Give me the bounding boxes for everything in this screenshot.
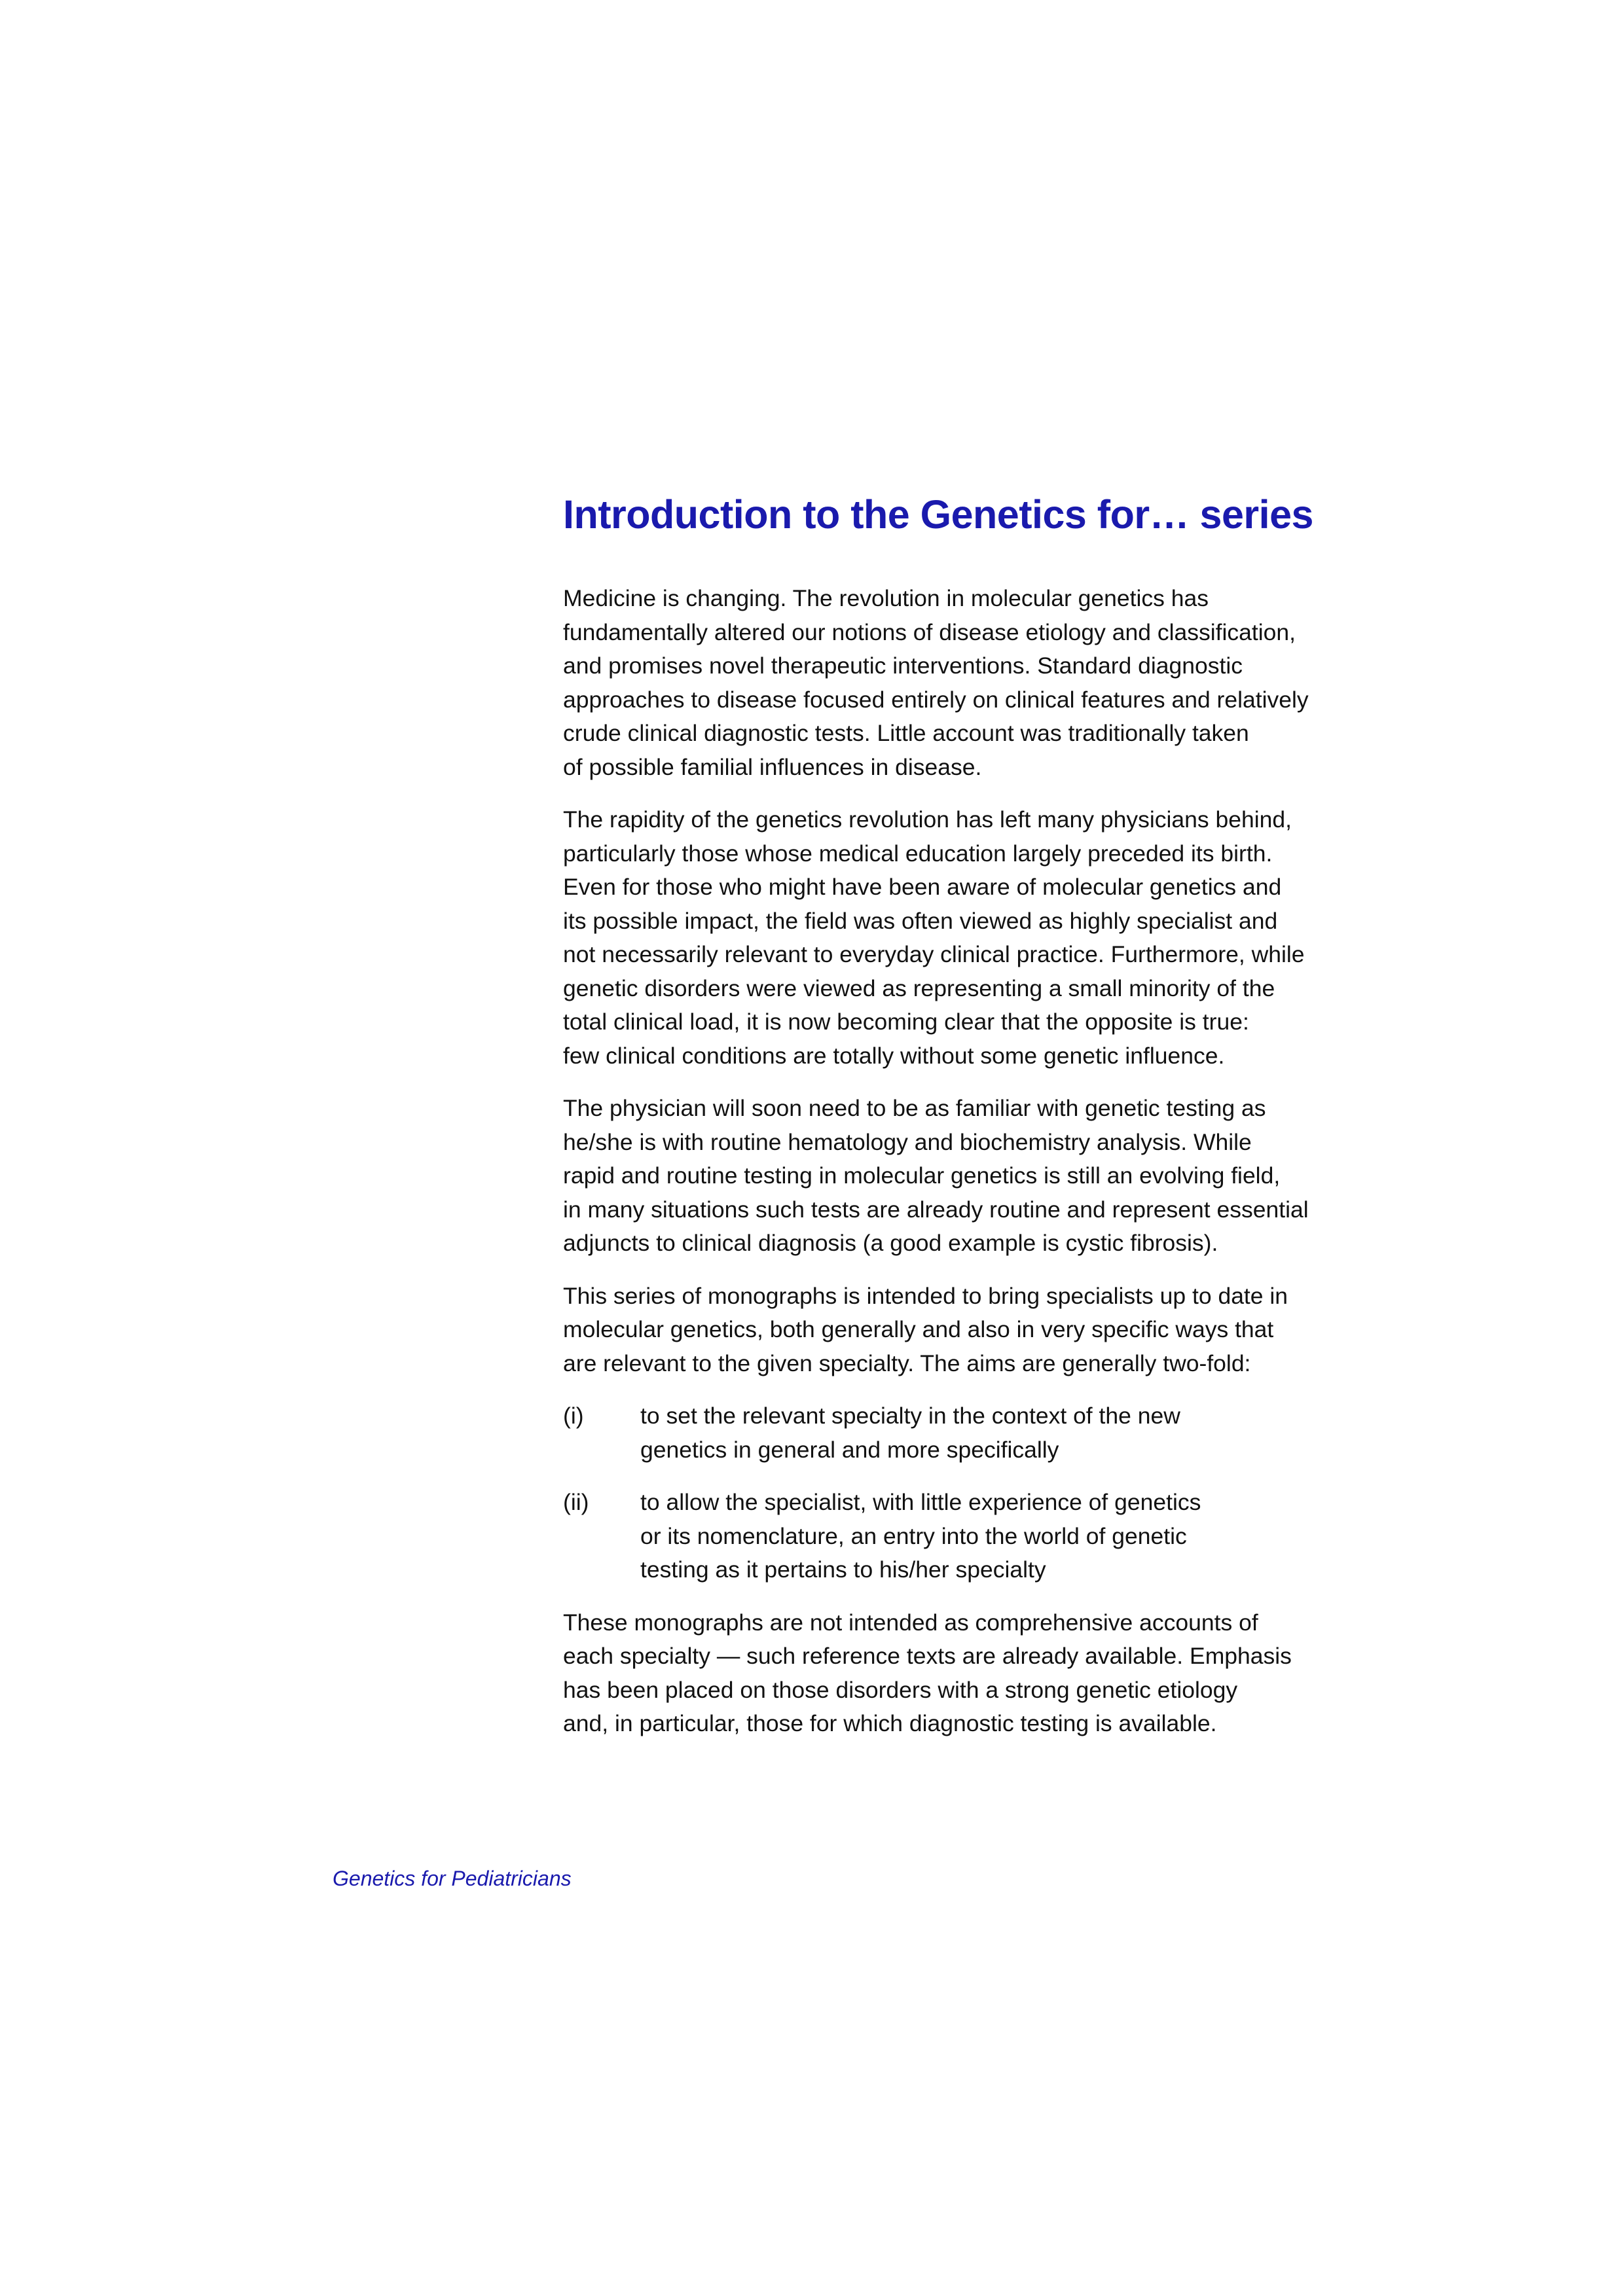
text-line: genetic disorders were viewed as representing a small minority of the xyxy=(563,975,1275,1001)
text-line: in many situations such tests are already routine and represent essential xyxy=(563,1196,1309,1223)
main-content xyxy=(563,491,1313,1760)
page-title: Introduction to the Genetics for… series xyxy=(563,492,1313,537)
text-line: adjuncts to clinical diagnosis (a good example is cystic fibrosis). xyxy=(563,1230,1218,1257)
running-footer: Genetics for Pediatricians xyxy=(333,1867,572,1890)
text-line: These monographs are not intended as comprehensive accounts of xyxy=(563,1609,1258,1636)
list-marker: (ii) xyxy=(563,1489,589,1516)
text-line: crude clinical diagnostic tests. Little account was traditionally taken xyxy=(563,720,1249,747)
text-line: molecular genetics, both generally and also in very specific ways that xyxy=(563,1316,1274,1343)
list-item-aim-1 xyxy=(563,1399,1309,1467)
paragraph-1 xyxy=(563,582,1309,784)
text-line: its possible impact, the field was often viewed as highly specialist and xyxy=(563,907,1278,934)
text-line: The physician will soon need to be as familiar with genetic testing as xyxy=(563,1095,1266,1122)
text-line: particularly those whose medical education largely preceded its birth. xyxy=(563,840,1273,867)
text-line: Even for those who might have been aware of molecular genetics and xyxy=(563,874,1282,901)
text-line: are relevant to the given specialty. The aims are generally two-fold: xyxy=(563,1350,1251,1376)
text-line: Medicine is changing. The revolution in molecular genetics has xyxy=(563,585,1209,612)
paragraph-3 xyxy=(563,1092,1309,1261)
text-line: fundamentally altered our notions of disease etiology and classification, xyxy=(563,619,1296,645)
text-line: or its nomenclature, an entry into the world of genetic xyxy=(640,1522,1187,1549)
text-line: he/she is with routine hematology and biochemistry analysis. While xyxy=(563,1128,1252,1155)
text-line: has been placed on those disorders with a strong genetic etiology xyxy=(563,1676,1238,1703)
text-line: each specialty — such reference texts are already available. Emphasis xyxy=(563,1643,1292,1670)
text-line: to allow the specialist, with little experience of genetics xyxy=(640,1489,1201,1516)
list-item-aim-2 xyxy=(563,1486,1309,1587)
text-line: of possible familial influences in disease. xyxy=(563,753,982,780)
text-line: few clinical conditions are totally without some genetic influence. xyxy=(563,1042,1225,1069)
text-line: rapid and routine testing in molecular genetics is still an evolving field, xyxy=(563,1162,1281,1189)
list-marker: (i) xyxy=(563,1403,584,1429)
text-line: testing as it pertains to his/her specialty xyxy=(640,1556,1046,1583)
text-line: total clinical load, it is now becoming clear that the opposite is true: xyxy=(563,1009,1249,1035)
text-line: to set the relevant specialty in the context of the new xyxy=(640,1403,1180,1429)
text-line: This series of monographs is intended to bring specialists up to date in xyxy=(563,1282,1288,1309)
text-line: and promises novel therapeutic interventions. Standard diagnostic xyxy=(563,653,1243,679)
paragraph-2 xyxy=(563,803,1309,1073)
text-line: approaches to disease focused entirely on clinical features and relatively xyxy=(563,686,1309,713)
text-line: The rapidity of the genetics revolution has left many physicians behind, xyxy=(563,806,1292,833)
text-line: genetics in general and more specifically xyxy=(640,1436,1059,1463)
text-line: not necessarily relevant to everyday clinical practice. Furthermore, while xyxy=(563,941,1305,968)
paragraph-4 xyxy=(563,1280,1309,1381)
closing-paragraph xyxy=(563,1606,1309,1741)
text-line: and, in particular, those for which diagnostic testing is available. xyxy=(563,1710,1217,1737)
